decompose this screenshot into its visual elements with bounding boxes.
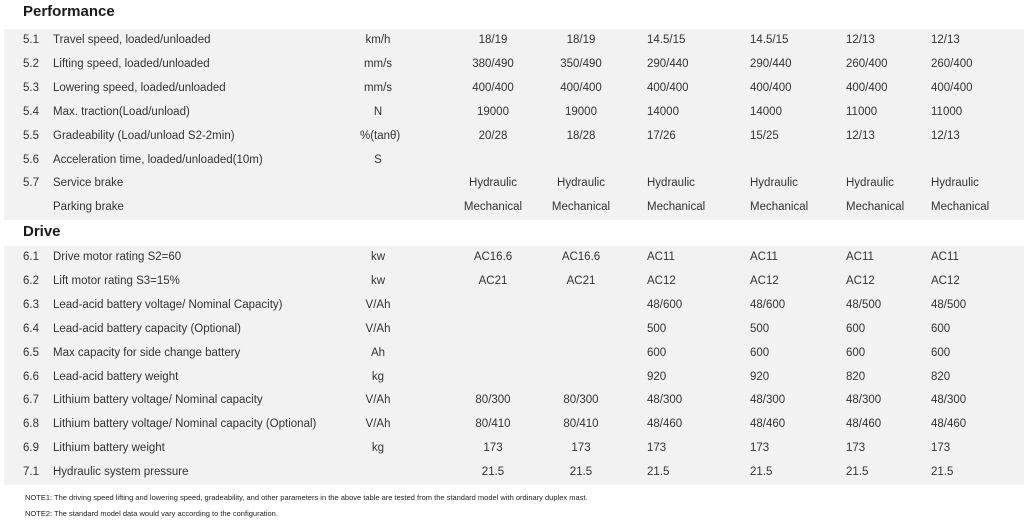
row-label: Service brake [53, 177, 124, 190]
row-value-6: 12/13 [931, 129, 960, 142]
row-value-3: 400/400 [647, 81, 689, 94]
row-number: 5.5 [23, 129, 39, 142]
row-value-4: 48/600 [750, 298, 786, 311]
table-row [4, 366, 1024, 390]
row-value-3: AC11 [647, 251, 675, 263]
row-value-2: 21.5 [569, 466, 593, 479]
row-label: Travel speed, loaded/unloaded [53, 34, 211, 46]
row-number: 6.2 [23, 274, 39, 287]
row-value-2: AC21 [566, 274, 596, 287]
row-value-4: 48/460 [750, 418, 786, 431]
row-value-5: Mechanical [846, 201, 905, 214]
row-value-1: 400/400 [472, 81, 514, 94]
row-number: 5.7 [23, 177, 39, 190]
row-unit: mm/s [363, 57, 393, 70]
row-value-2: 80/410 [563, 418, 599, 431]
row-value-4: 600 [750, 346, 770, 359]
row-number: 6.8 [23, 418, 39, 431]
row-value-3: Hydraulic [647, 177, 695, 190]
row-value-1: 18/19 [478, 34, 508, 46]
row-value-6: 11000 [931, 105, 963, 118]
row-value-6: 173 [931, 442, 951, 455]
row-unit: %(tanθ) [360, 129, 401, 142]
row-value-2: 19000 [565, 105, 597, 118]
row-unit: V/Ah [365, 322, 391, 335]
row-value-4: 920 [750, 370, 770, 383]
row-number: 5.1 [23, 34, 39, 46]
row-value-2: 80/300 [563, 394, 599, 407]
row-value-4: 400/400 [750, 81, 792, 94]
row-unit: S [374, 153, 382, 166]
row-value-1: AC16.6 [473, 251, 513, 263]
row-value-3: 600 [647, 346, 667, 359]
row-number: 6.9 [23, 442, 39, 455]
table-row [4, 29, 1024, 53]
row-label: Lead-acid battery weight [53, 370, 179, 383]
row-number: 6.7 [23, 394, 39, 407]
table-row [4, 196, 1024, 220]
row-label: Lead-acid battery capacity (Optional) [53, 322, 241, 335]
row-value-3: 14.5/15 [647, 34, 686, 46]
row-number: 6.1 [23, 251, 39, 263]
row-value-3: 14000 [647, 105, 679, 118]
row-value-4: 290/440 [750, 57, 792, 70]
table-row [4, 53, 1024, 77]
row-number: 6.3 [23, 298, 39, 311]
row-value-4: 21.5 [750, 466, 773, 479]
row-value-6: 12/13 [931, 34, 960, 46]
row-value-3: 920 [647, 370, 667, 383]
row-value-2: 350/490 [560, 57, 602, 70]
row-unit: V/Ah [365, 298, 391, 311]
row-label: Max capacity for side change battery [53, 346, 241, 359]
row-label: Lithium battery voltage/ Nominal capacity [53, 394, 263, 407]
row-value-5: 400/400 [846, 81, 888, 94]
row-value-5: 173 [846, 442, 866, 455]
row-number: 5.4 [23, 105, 39, 118]
table-row [4, 77, 1024, 101]
row-value-3: 48/600 [647, 298, 683, 311]
row-value-4: 48/300 [750, 394, 786, 407]
row-label: Lifting speed, loaded/unloaded [53, 57, 210, 70]
row-value-1: 173 [483, 442, 503, 455]
row-label: Lowering speed, loaded/unloaded [53, 81, 226, 94]
row-value-2: 173 [571, 442, 591, 455]
row-value-4: 14.5/15 [750, 34, 789, 46]
row-value-2: Mechanical [551, 201, 611, 214]
row-unit: km/h [365, 34, 391, 46]
table-row [4, 461, 1024, 485]
row-value-1: 20/28 [478, 129, 508, 142]
section-title-drive: Drive [0, 220, 1024, 244]
row-value-1: 21.5 [481, 466, 505, 479]
row-value-6: 260/400 [931, 57, 973, 70]
row-number: 5.2 [23, 57, 39, 70]
row-value-4: 15/25 [750, 129, 779, 142]
row-value-5: AC12 [846, 274, 875, 287]
row-value-1: AC21 [478, 274, 508, 287]
row-unit: Ah [370, 346, 386, 359]
row-unit: V/Ah [365, 418, 391, 431]
row-value-4: Hydraulic [750, 177, 798, 190]
row-value-3: 290/440 [647, 57, 689, 70]
row-value-5: 600 [846, 346, 866, 359]
row-number: 5.3 [23, 81, 39, 94]
row-label: Lithium battery voltage/ Nominal capacity (Optional) [53, 418, 317, 431]
row-value-6: Mechanical [931, 201, 990, 214]
row-label: Gradeability (Load/unload S2-2min) [53, 129, 235, 142]
row-label: Max. traction(Load/unload) [53, 105, 190, 118]
table-row [4, 437, 1024, 461]
table-row [4, 389, 1024, 413]
row-value-3: 173 [647, 442, 667, 455]
row-value-3: 21.5 [647, 466, 670, 479]
row-value-3: 48/460 [647, 418, 683, 431]
table-row [4, 246, 1024, 270]
table-row [4, 342, 1024, 366]
row-value-5: 48/500 [846, 298, 882, 311]
row-value-2: Hydraulic [557, 177, 605, 190]
table-row [4, 318, 1024, 342]
row-value-5: 600 [846, 322, 866, 335]
row-value-4: Mechanical [750, 201, 809, 214]
row-value-2: 18/19 [566, 34, 596, 46]
row-label: Lead-acid battery voltage/ Nominal Capacity) [53, 298, 283, 311]
row-unit: kw [370, 251, 386, 263]
row-value-1: 380/490 [472, 57, 514, 70]
row-label: Hydraulic system pressure [53, 466, 189, 479]
row-label: Lift motor rating S3=15% [53, 274, 180, 287]
row-value-6: Hydraulic [931, 177, 979, 190]
row-unit: N [373, 105, 383, 118]
row-label: Parking brake [53, 201, 124, 214]
row-value-6: 600 [931, 346, 951, 359]
row-value-5: 48/460 [846, 418, 882, 431]
row-unit: mm/s [363, 81, 393, 94]
row-value-6: 48/500 [931, 298, 967, 311]
row-value-6: 48/460 [931, 418, 967, 431]
row-value-5: Hydraulic [846, 177, 894, 190]
row-value-6: 48/300 [931, 394, 967, 407]
row-value-5: AC11 [846, 251, 874, 263]
row-value-5: 12/13 [846, 34, 875, 46]
row-unit: V/Ah [365, 394, 391, 407]
row-value-2: AC16.6 [561, 251, 601, 263]
row-value-3: 17/26 [647, 129, 676, 142]
row-number: 6.4 [23, 322, 39, 335]
row-value-4: 500 [750, 322, 770, 335]
row-value-2: 18/28 [566, 129, 596, 142]
row-label: Drive motor rating S2=60 [53, 251, 182, 263]
row-value-6: 21.5 [931, 466, 954, 479]
section-title-performance: Performance [0, 3, 1024, 25]
row-value-5: 820 [846, 370, 866, 383]
table-row [4, 172, 1024, 196]
row-unit: kw [370, 274, 386, 287]
table-row [4, 294, 1024, 318]
row-value-1: 80/410 [475, 418, 511, 431]
row-value-4: AC11 [750, 251, 778, 263]
row-value-4: 173 [750, 442, 770, 455]
row-label: Acceleration time, loaded/unloaded(10m) [53, 153, 263, 166]
table-row [4, 270, 1024, 294]
row-value-6: 400/400 [931, 81, 973, 94]
row-value-5: 11000 [846, 105, 878, 118]
row-value-5: 48/300 [846, 394, 882, 407]
row-value-1: 80/300 [475, 394, 511, 407]
row-number: 5.6 [23, 153, 39, 166]
row-value-3: AC12 [647, 274, 676, 287]
row-value-3: 48/300 [647, 394, 683, 407]
row-value-5: 12/13 [846, 129, 875, 142]
table-row [4, 149, 1024, 173]
row-value-1: 19000 [477, 105, 509, 118]
table-row [4, 413, 1024, 437]
row-value-1: Hydraulic [469, 177, 517, 190]
row-number: 6.6 [23, 370, 39, 383]
row-value-5: 21.5 [846, 466, 869, 479]
row-value-6: AC11 [931, 251, 959, 263]
table-row [4, 125, 1024, 149]
row-value-6: AC12 [931, 274, 960, 287]
row-value-6: 600 [931, 322, 951, 335]
table-row [4, 101, 1024, 125]
note-2: NOTE2: The standard model data would vary according to the configuration. [25, 509, 278, 518]
row-number: 7.1 [23, 466, 39, 479]
row-value-4: 14000 [750, 105, 782, 118]
row-unit: kg [371, 370, 385, 383]
row-label: Lithium battery weight [53, 442, 165, 455]
row-unit: kg [371, 442, 385, 455]
row-number: 6.5 [23, 346, 39, 359]
row-value-1: Mechanical [463, 201, 523, 214]
row-value-2: 400/400 [560, 81, 602, 94]
row-value-3: 500 [647, 322, 667, 335]
row-value-6: 820 [931, 370, 951, 383]
note-1: NOTE1: The driving speed lifting and lowering speed, gradeability, and other parameters in the above table are tested from the standard model with ordinary duplex mast. [25, 493, 588, 502]
row-value-3: Mechanical [647, 201, 706, 214]
row-value-4: AC12 [750, 274, 779, 287]
row-value-5: 260/400 [846, 57, 888, 70]
